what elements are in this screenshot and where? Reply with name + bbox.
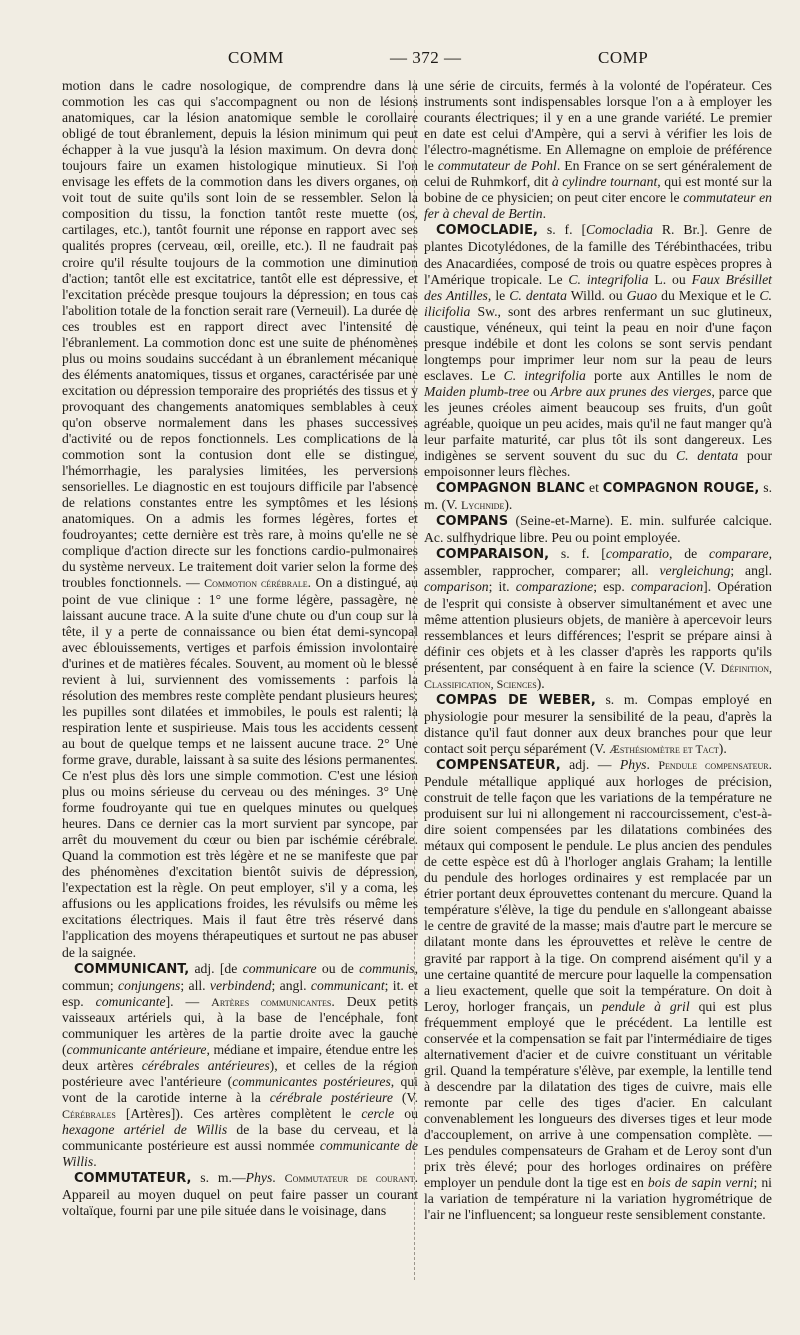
- headword: COMPAGNON BLANC: [436, 481, 586, 497]
- cross-ref-label: Définition, Classification, Sciences: [424, 660, 772, 691]
- entry-compagnon: COMPAGNON BLANC et COMPAGNON ROUGE, s. m. (V. Lychnide).: [424, 480, 772, 513]
- entry-commutateur: COMMUTATEUR, s. m.—Phys. Commutateur de courant. Appareil au moyen duquel on peut faire passer un courant voltaïque, fourni par une pile située dans le voisinage, dans: [62, 1170, 418, 1219]
- cross-ref-label: Commotion cérébrale: [204, 576, 308, 591]
- entry-compas-de-weber: COMPAS DE WEBER, s. m. Compas employé en physiologie pour mesurer la sensibilité de la peau, d'après la distance qu'il faut donner aux deux branches pour que leur contact soit perçu séparément (V. Æsthésiomètre et Tact).: [424, 691, 772, 756]
- headword: COMPARAISON,: [436, 547, 550, 563]
- headword: COMPAS DE WEBER,: [436, 692, 596, 708]
- right-column: [424, 78, 772, 1223]
- entry-commutateur-continued: une série de circuits, fermés à la volonté de l'opérateur. Ces instruments sont indispensables lorsque l'on a à employer les courants électriques; il y en a une grande variété. Le premier en date est celui d'Ampère, qui a servi à vérifier les lois de l'électro-magnétisme. En Allemagne on emploie de préférence le commutateur de Pohl. En France on se sert généralement de celui de Ruhmkorf, dit à cylindre tournant, qui est monté sur la bobine de ce physicien; on peut citer encore le commutateur en fer à cheval de Bertin.: [424, 78, 772, 222]
- cross-ref-label: Lychnide: [461, 498, 505, 513]
- entry-communicant: COMMUNICANT, adj. [de communicare ou de communis, commun; conjungens; all. verbindend; angl. communicant; it. et esp. comunicante]. — Artères communicantes. Deux petits vaisseaux artériels qui, à la base de l'encéphale, font communiquer les artères de la partie droite avec la gauche (communicante antérieure, médiane et impaire, étendue entre les deux artères cérébrales antérieures), et celles de la région postérieure avec l'antérieure (communicantes postérieures, qui vont de la carotide interne à la cérébrale postérieure (V. Cérébrales [Artères]). Ces artères complètent le cercle ou hexagone artériel de Willis de la base du cerveau, et la communicante postérieure est aussi nommée communicante de Willis.: [62, 960, 419, 1170]
- headword: COMPANS: [436, 514, 509, 530]
- headword: COMPENSATEUR,: [436, 757, 561, 773]
- entry-comocladie: COMOCLADIE, s. f. [Comocladia R. Br.]. Genre de plantes Dicotylédones, de la famille des Térébinthacées, tribu des Anacardiées, composé de trois ou quatre espèces propres à l'Amérique tropicale. Le C. integrifolia L. ou Faux Brésillet des Antilles, le C. dentata Willd. ou Guao du Mexique et le C. ilicifolia Sw., sont des arbres renfermant un suc glutineux, caustique, vénéneux, qui teint la peau en noir d'une façon presque indébile et dont les colons se sont servis pendant longtemps pour imprimer leur nom sur la peau de leurs esclaves. Le C. integrifolia porte aux Antilles le nom de Maiden plumb-tree ou Arbre aux prunes des vierges, parce que les jeunes créoles aiment beaucoup ses fruits, d'un goût agréable, quoique un peu acides, mais qu'il ne faut manger qu'à leur parfaite maturité, car plus tôt ils sont dangereux. Les indigènes se servent souvent du suc du C. dentata pour empoisonner leurs flèches.: [424, 222, 773, 480]
- running-head-right: COMP: [598, 48, 649, 67]
- left-column: [62, 78, 418, 1219]
- headword: COMMUTATEUR,: [74, 1171, 192, 1187]
- cross-ref-label: Artères communicantes: [211, 994, 332, 1009]
- entry-commotion-continued: motion dans le cadre nosologique, de comprendre dans la commotion les cas qui s'accompagnent ou non de lésions anatomiques, car la lésion anatomique semble le corollaire obligé de tout ébranlement, depuis la lésion minimum qui peut échapper à la vue jusqu'à la lésion maximum. On devra donc toujours faire un examen histologique minutieux. Si l'on envisage les effets de la commotion dans les divers organes, on voit tout de suite qu'ils sont loin de se ressembler. Selon la composition du tissu, la fonction tantôt reste muette (os, cartilages, etc.), tantôt fournit une réponse en rapport avec ses qualités propres (cerveau, œil, oreille, etc.). Il ne faudrait pas croire qu'il résulte toujours de la commotion une diminution d'action; tantôt elle est excitatrice, tantôt elle est dépressive, et l'excitation précède presque toujours la dépression; en tous cas l'abolition totale de la fonction serait rare (Verneuil). La durée de ces troubles est en rapport direct avec l'intensité de l'ébranlement. La commotion donc est une suite de phénomènes plus ou moins soudains succédant à un ébranlement mécanique des éléments anatomiques, tissus et organes, caractérisée par une excitation ou dépression temporaire des propriétés des tissus et y provoquant des changements anatomiques semblables à ceux qu'on observe normalement dans les phases successives d'activité ou de repos fonctionnels. Les complications de la commotion sont la contusion dont elle se distingue, l'hémorrhagie, les paralysies limitées, les perversions sensorielles. Le diagnostic en est toujours difficile par l'absence de relations constantes entre les symptômes et les lésions anatomiques. On a admis les formes légères, fortes et foudroyantes; cette dernière est très rare, à moins qu'elle ne se complique d'action directe sur les fonctions cardio-pulmonaires du système nerveux. Le traitement doit varier selon la forme des troubles fonctionnels. — Commotion cérébrale. On a distingué, au point de vue clinique : 1° une forme légère, passagère, ne laissant aucune trace. A la suite d'une chute ou d'un coup sur la tête, il y a perte de connaissance ou bien état demi-syncopal avec éblouissements, vertiges et parfois émission involontaire d'urines et de matières fécales. Souvent, au moment où le blessé revient à lui, surviennent des vomissements : parfois la résolution des membres reste complète pendant plusieurs heures; les pupilles sont dilatées et immobiles, le pouls est ralenti; la respiration lente et suspirieuse. Mais tous les accidents cessent au bout de quelque temps et ne laissent aucune trace. 2° Une forme grave, durable, laissant à sa suite des lésions permanentes. Ce n'est plus dès lors une simple commotion. C'est une lésion plus ou moins sérieuse du cerveau ou des méninges. 3° Une forme foudroyante qui tue en quelques minutes ou quelques heures. Dans ce dernier cas la mort survient par syncope, par arrêt du mouvement du cœur ou bien par ischémie cérébrale. Quand la commotion est très légère et ne se manifeste que par des phénomènes d'excitation bientôt suivis de dépression, l'expectation est la règle. On peut employer, s'il y a coma, les affusions ou les applications froides, les révulsifs ou même les excitations électriques. Mais il faut être très réservé dans l'application des moyens thérapeutiques et surtout ne pas abuser de la saignée.: [62, 78, 419, 960]
- cross-ref-label: Pendule compensateur: [658, 757, 769, 772]
- cross-ref-label: Cérébrales: [62, 1107, 116, 1121]
- headword: COMMUNICANT,: [74, 961, 190, 977]
- running-head-left: COMM: [228, 48, 284, 67]
- cross-ref-label: Æsthésiomètre et Tact: [609, 741, 719, 756]
- headword: COMOCLADIE,: [436, 223, 538, 239]
- entry-comparaison: COMPARAISON, s. f. [comparatio, de comparare, assembler, rapprocher, comparer; all. vergleichung; angl. comparison; it. comparazione; esp. comparacion]. Opération de l'esprit qui consiste à observer simultanément et avec une même attention plusieurs objets, de manière à apercevoir leurs ressemblances et leurs différences; l'esprit se prépare ainsi à définir ces objets et à les classer d'après les rapports qu'ils présentent, par conséquent à en faire la science (V. Définition, Classification, Sciences).: [424, 546, 772, 691]
- page-number: — 372 —: [390, 48, 462, 67]
- entry-compensateur: COMPENSATEUR, adj. — Phys. Pendule compensateur. Pendule métallique appliqué aux horloges de précision, construit de telle façon que les variations de la température ne produisent sur lui ni allongement ni raccourcissement, c'est-à-dire soient compensées par les dilatations combinées des métaux qui composent le pendule. Le plus ancien des pendules de cette espèce est dû à l'horloger anglais Graham; la lentille du pendule des horloges ordinaires y est remplacée par un étrier portant deux éprouvettes contenant du mercure. Quand la température s'élève, la tige du pendule en s'allongeant abaisse le centre de gravité de la masse; mais d'autre part le mercure se dilatant monte dans les éprouvettes et relève le centre de gravité par rapport à la tige. On comprend aisément qu'il y a une certaine quantité de mercure pour laquelle la compensation a lieu exactement, quelle que soit la température. On doit à Leroy, horloger français, un pendule à gril qui est plus fréquemment employé que le précédent. La lentille est conservée et la compensation se fait par l'intermédiaire de tiges alternativement d'acier et de cuivre constituant un véritable gril. Quand la température s'élève, par exemple, la lentille tend à descendre par la dilatation des tiges de cuivre, mais elle remonte par celle des tiges d'acier. En calculant convenablement les longueurs des diverses tiges et leur mode d'accouplement, on arrive à une compensation complète. — Les pendules compensateurs de Graham et de Leroy sont d'un prix très élevé; pour des horloges ordinaires on préfère employer un pendule dont la tige est en bois de sapin verni; ni la variation de température ni la variation hygrométrique de l'air ne l'influencent; sa longueur reste sensiblement constante.: [424, 756, 772, 1223]
- headword: COMPAGNON ROUGE,: [602, 481, 760, 497]
- entry-compans: COMPANS (Seine-et-Marne). E. min. sulfurée calcique. Ac. sulfhydrique libre. Peu ou point employée.: [424, 513, 772, 546]
- cross-ref-label: Commutateur de courant: [284, 1171, 415, 1186]
- page-header: [60, 48, 760, 76]
